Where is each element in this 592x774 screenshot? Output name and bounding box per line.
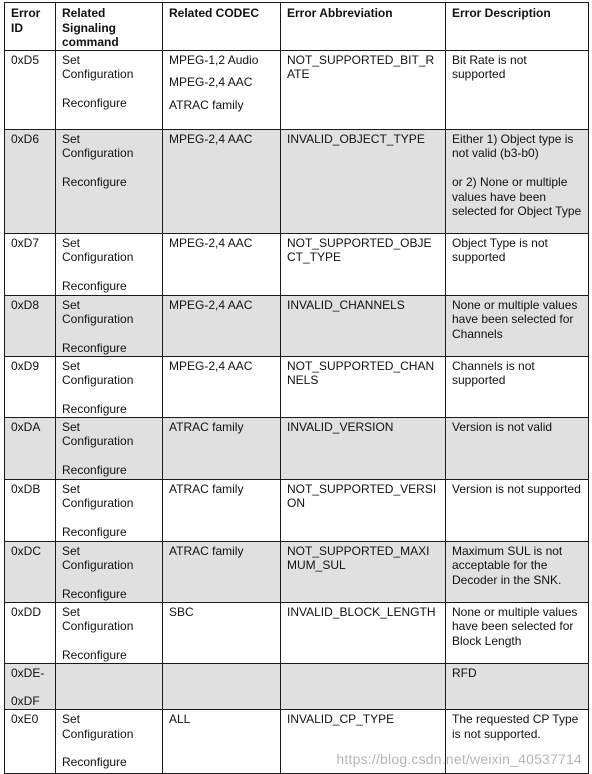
error-description-cell [446, 50, 589, 129]
error-abbreviation-cell [281, 479, 446, 541]
error-description-cell [446, 479, 589, 541]
table-row [5, 295, 589, 356]
error-id-end: 0xDF [11, 694, 40, 709]
error-description: None or multiple values have been selected for Channels [452, 297, 581, 341]
error-description-cell [446, 356, 589, 417]
error-abbreviation: NOT_SUPPORTED_MAXIMUM_SUL [287, 543, 430, 573]
error-abbreviation: NOT_SUPPORTED_CHANNELS [287, 358, 435, 388]
codec-name: MPEG-2,4 AAC [169, 297, 253, 312]
table-row [5, 417, 589, 479]
command-set-configuration: Set Configuration [62, 604, 134, 634]
command-reconfigure: Reconfigure [62, 95, 127, 110]
codec-name: MPEG-2,4 AAC [169, 75, 253, 90]
codec-name: ATRAC family [169, 97, 244, 112]
signaling-command-cell [56, 602, 163, 663]
error-id-cell [5, 417, 56, 479]
error-description-cell [446, 295, 589, 356]
command-set-configuration: Set Configuration [62, 358, 134, 388]
error-abbreviation: INVALID_OBJECT_TYPE [287, 131, 425, 146]
error-abbreviation-cell [281, 663, 446, 709]
codec-cell [163, 417, 281, 479]
codec-name: ATRAC family [169, 543, 244, 558]
error-abbreviation-cell [281, 356, 446, 417]
error-description: Version is not valid [452, 419, 553, 434]
signaling-command-cell [56, 233, 163, 295]
error-description: Channels is not supported [452, 358, 539, 388]
error-abbreviation-cell [281, 50, 446, 129]
error-description: None or multiple values have been selected for Block Length [452, 604, 581, 648]
codec-cell [163, 129, 281, 233]
error-abbreviation: INVALID_CP_TYPE [287, 711, 395, 726]
codec-cell [163, 541, 281, 602]
error-description: Version is not supported [452, 481, 581, 496]
error-id: 0xDC [11, 543, 42, 558]
error-description-cell [446, 663, 589, 709]
error-abbreviation: NOT_SUPPORTED_BIT_RATE [287, 52, 435, 82]
header-signaling-command: Related Signaling command [56, 3, 163, 51]
error-id-cell [5, 709, 56, 773]
signaling-command-cell [56, 479, 163, 541]
error-abbreviation: INVALID_CHANNELS [287, 297, 405, 312]
codec-name: MPEG-2,4 AAC [169, 131, 253, 146]
error-id: 0xD5 [11, 52, 40, 67]
command-set-configuration: Set Configuration [62, 543, 134, 573]
codec-cell [163, 709, 281, 773]
error-abbreviation: NOT_SUPPORTED_OBJECT_TYPE [287, 235, 432, 265]
command-set-configuration: Set Configuration [62, 235, 134, 265]
codec-name: ATRAC family [169, 419, 244, 434]
command-reconfigure: Reconfigure [62, 340, 127, 355]
error-id-cell [5, 663, 56, 709]
signaling-command-cell [56, 663, 163, 709]
error-abbreviation: INVALID_BLOCK_LENGTH [287, 604, 436, 619]
error-id-cell [5, 129, 56, 233]
command-reconfigure: Reconfigure [62, 462, 127, 477]
error-id-cell [5, 602, 56, 663]
error-description-cell [446, 233, 589, 295]
error-id: 0xDB [11, 481, 41, 496]
error-id: 0xD7 [11, 235, 40, 250]
watermark-url: https://blog.csdn.net/weixin_40537714 [336, 751, 582, 767]
signaling-command-cell [56, 50, 163, 129]
codec-cell [163, 50, 281, 129]
error-description: Maximum SUL is not acceptable for the Decoder in the SNK. [452, 543, 566, 587]
error-description-cell [446, 417, 589, 479]
signaling-command-cell [56, 417, 163, 479]
table-row [5, 663, 589, 709]
header-error-abbreviation: Error Abbreviation [281, 3, 446, 51]
error-description: RFD [452, 665, 477, 680]
error-id: 0xD6 [11, 131, 40, 146]
error-abbreviation-cell [281, 129, 446, 233]
error-code-table [4, 2, 589, 774]
command-set-configuration: Set Configuration [62, 52, 134, 82]
error-description-alt: or 2) None or multiple values have been selected for Object Type [452, 174, 582, 219]
error-id-cell [5, 295, 56, 356]
table-row [5, 50, 589, 129]
error-id-cell [5, 50, 56, 129]
error-abbreviation: NOT_SUPPORTED_VERSION [287, 481, 437, 511]
signaling-command-cell [56, 295, 163, 356]
codec-cell [163, 602, 281, 663]
header-error-description: Error Description [446, 3, 589, 51]
codec-cell [163, 295, 281, 356]
error-abbreviation-cell [281, 233, 446, 295]
command-reconfigure: Reconfigure [62, 278, 127, 293]
error-id: 0xDA [11, 419, 41, 434]
command-set-configuration: Set Configuration [62, 131, 134, 161]
command-set-configuration: Set Configuration [62, 481, 134, 511]
error-description: The requested CP Type is not supported. [452, 711, 582, 741]
signaling-command-cell [56, 541, 163, 602]
error-abbreviation-cell [281, 417, 446, 479]
error-description: Bit Rate is not supported [452, 52, 531, 82]
error-id-cell [5, 356, 56, 417]
signaling-command-cell [56, 129, 163, 233]
error-description-cell [446, 129, 589, 233]
signaling-command-cell [56, 356, 163, 417]
codec-cell [163, 663, 281, 709]
error-abbreviation-cell [281, 295, 446, 356]
codec-name: MPEG-2,4 AAC [169, 358, 253, 373]
codec-cell [163, 356, 281, 417]
header-codec: Related CODEC [163, 3, 281, 51]
command-reconfigure: Reconfigure [62, 586, 127, 601]
codec-name: SBC [169, 604, 194, 619]
error-description-cell [446, 541, 589, 602]
error-description-cell [446, 602, 589, 663]
error-id-cell [5, 541, 56, 602]
header-error-id: Error ID [5, 3, 56, 51]
error-id-cell [5, 479, 56, 541]
command-set-configuration: Set Configuration [62, 419, 134, 449]
error-description: Object Type is not supported [452, 235, 552, 265]
error-abbreviation-cell [281, 602, 446, 663]
command-reconfigure: Reconfigure [62, 174, 127, 189]
table-row [5, 129, 589, 233]
codec-name: ATRAC family [169, 481, 244, 496]
command-set-configuration: Set Configuration [62, 297, 134, 327]
table-row [5, 356, 589, 417]
table-row [5, 233, 589, 295]
error-abbreviation: INVALID_VERSION [287, 419, 394, 434]
error-description: Either 1) Object type is not valid (b3-b0) [452, 131, 577, 161]
command-reconfigure: Reconfigure [62, 401, 127, 416]
error-abbreviation-cell [281, 541, 446, 602]
codec-cell [163, 479, 281, 541]
codec-cell [163, 233, 281, 295]
command-reconfigure: Reconfigure [62, 755, 127, 770]
codec-name: MPEG-2,4 AAC [169, 235, 253, 250]
command-reconfigure: Reconfigure [62, 524, 127, 539]
error-id-cell [5, 233, 56, 295]
signaling-command-cell [56, 709, 163, 773]
error-id: 0xDE- [11, 665, 45, 680]
error-id: 0xD9 [11, 358, 40, 373]
table-row [5, 479, 589, 541]
command-set-configuration: Set Configuration [62, 711, 134, 741]
error-id: 0xDD [11, 604, 42, 619]
table-row [5, 602, 589, 663]
error-id: 0xE0 [11, 711, 39, 726]
codec-name: MPEG-1,2 Audio [169, 52, 259, 67]
codec-name: ALL [169, 711, 191, 726]
table-header-row [5, 3, 589, 51]
table-row [5, 541, 589, 602]
error-id: 0xD8 [11, 297, 40, 312]
command-reconfigure: Reconfigure [62, 647, 127, 662]
